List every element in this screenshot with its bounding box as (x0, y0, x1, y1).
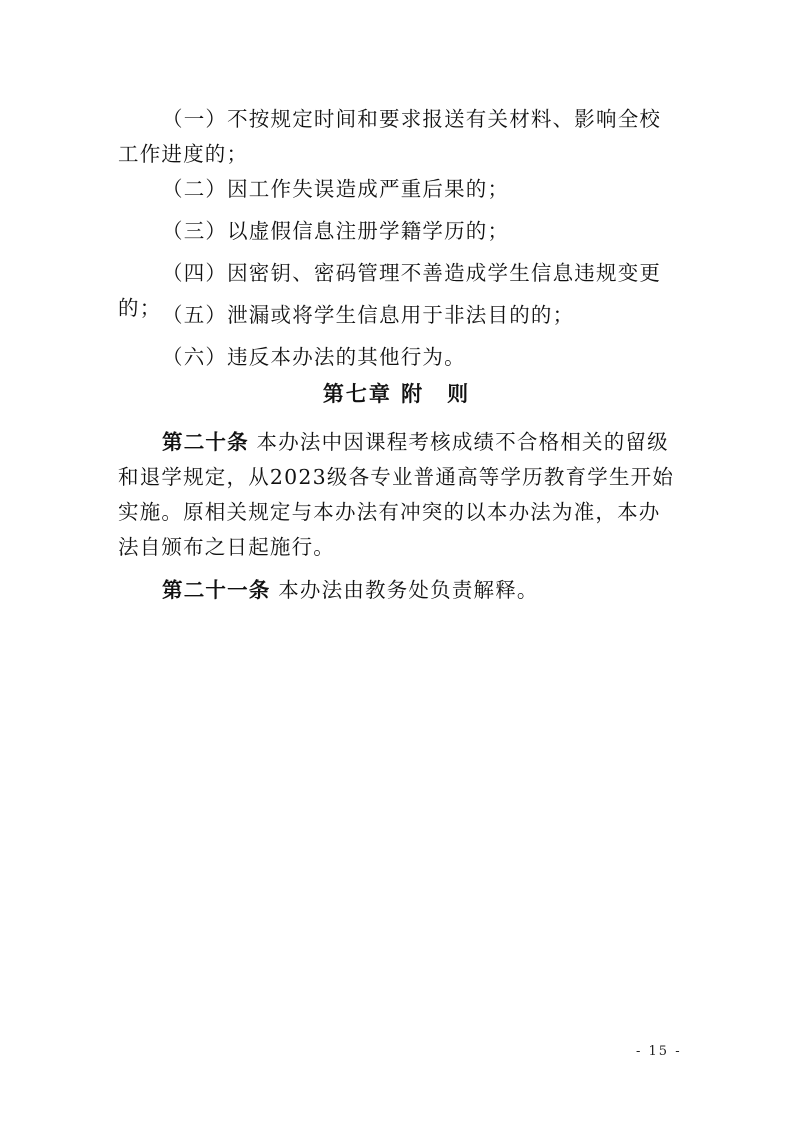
chapter-heading: 第七章 附 则 (322, 382, 471, 406)
list-item: （一）不按规定时间和要求报送有关材料、影响全校工作进度的； (118, 107, 662, 166)
article-paragraph (118, 425, 678, 565)
list-item: （二）因工作失误造成严重后果的； (162, 177, 510, 201)
article-label: 第二十一条 (162, 578, 271, 602)
list-item: （五）泄漏或将学生信息用于非法目的的； (162, 303, 575, 327)
list-item: （六）违反本办法的其他行为。 (162, 345, 466, 369)
article-paragraph (118, 573, 678, 608)
list-item: （三）以虚假信息注册学籍学历的； (162, 219, 510, 243)
page-number: - 15 - (636, 1044, 682, 1059)
article-text: 本办法由教务处负责解释。 (278, 578, 539, 602)
article-text: 本办法中因课程考核成绩不合格相关的留级和退学规定，从2023级各专业普通高等学历教育学生开始实施。原相关规定与本办法有冲突的以本办法为准，本办法自颁布之日起施行。 (118, 430, 675, 559)
list-item: （四）因密钥、密码管理不善造成学生信息违规变更的； (118, 261, 662, 320)
article-label: 第二十条 (162, 430, 249, 454)
